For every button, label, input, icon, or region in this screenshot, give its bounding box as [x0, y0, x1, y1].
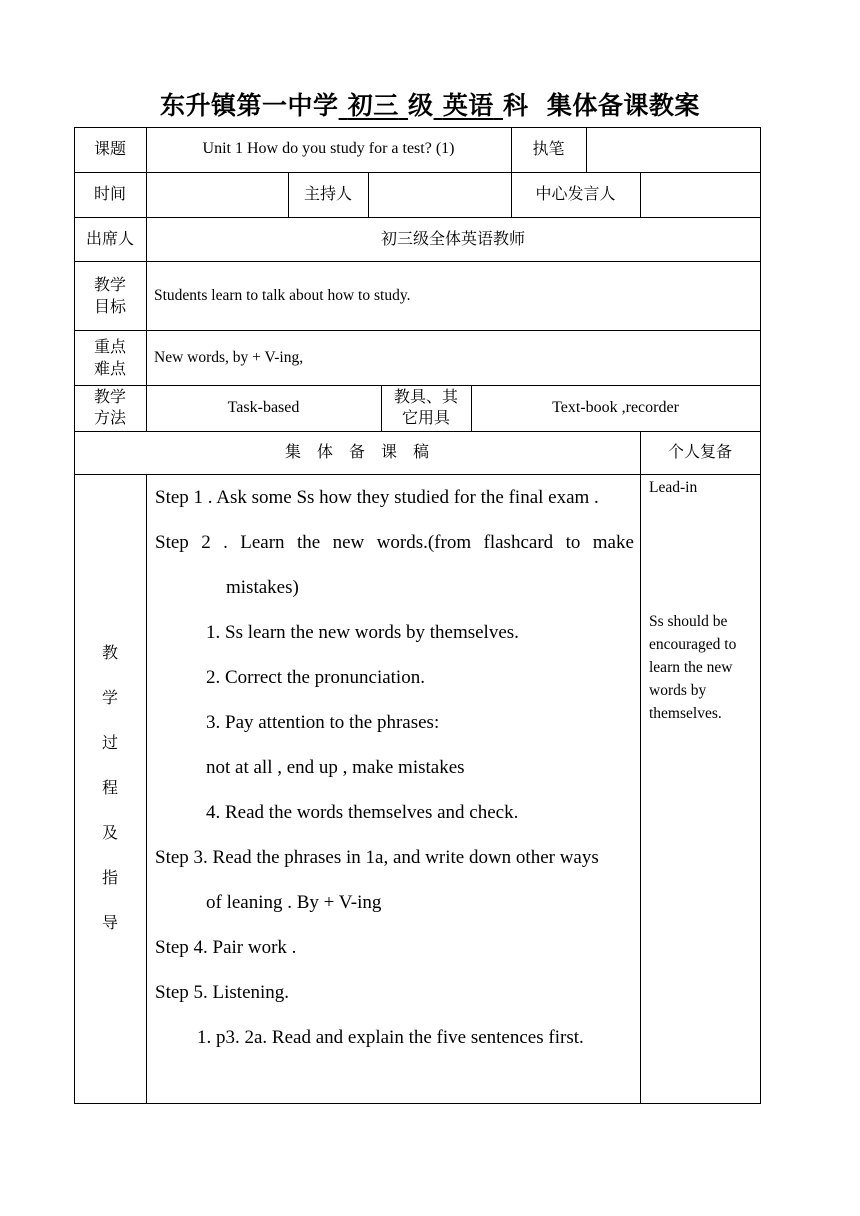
topic-label: 课题: [93, 139, 126, 159]
speaker-value: [640, 172, 760, 217]
collective-header: 集 体 备 课 稿: [284, 442, 429, 462]
step-2-item-4: 4. Read the words themselves and check.: [206, 802, 519, 823]
lesson-steps: [155, 484, 635, 1069]
process-label: 教 学 过 程 及 指 导: [101, 643, 118, 932]
grade-value: 初三: [347, 91, 399, 120]
step-3: Step 3. Read the phrases in 1a, and write down other ways: [155, 847, 599, 868]
step-1: Step 1 . Ask some Ss how they studied for the final exam .: [155, 487, 599, 508]
school-name: 东升镇第一中学: [160, 91, 339, 120]
table-border: [760, 127, 761, 1104]
table-divider: [74, 474, 761, 475]
author-label: 执笔: [532, 139, 565, 159]
table-divider: [640, 431, 641, 1104]
note-self-study: Ss should be encouraged to learn the new words by themselves.: [649, 613, 737, 722]
attendees-value: 初三级全体英语教师: [380, 228, 525, 248]
topic-value: Unit 1 How do you study for a test? (1): [202, 140, 455, 158]
goal-value: Students learn to talk about how to study.: [154, 286, 411, 304]
step-2-phrases: not at all , end up , make mistakes: [206, 757, 465, 778]
attendees-label: 出席人: [85, 228, 134, 248]
personal-header: 个人复备: [667, 442, 732, 462]
key-points-value: New words, by + V-ing,: [154, 348, 304, 366]
step-2-item-1: 1. Ss learn the new words by themselves.: [206, 622, 519, 643]
step-2: Step 2 . Learn the new words.(from flashcard to make: [155, 532, 634, 553]
document-title: [0, 86, 860, 122]
step-5: Step 5. Listening.: [155, 982, 290, 1003]
grade-suffix: 级: [408, 91, 434, 120]
method-value: Task-based: [227, 398, 300, 416]
key-points-label: 重点 难点: [93, 336, 126, 378]
table-divider: [146, 474, 147, 1104]
step-4: Step 4. Pair work .: [155, 937, 297, 958]
method-label: 教学 方法: [93, 387, 126, 427]
tools-value: Text-book ,recorder: [552, 398, 679, 416]
host-label: 主持人: [303, 184, 352, 204]
step-2-item-2: 2. Correct the pronunciation.: [206, 667, 425, 688]
subject-value: 英语: [442, 91, 494, 120]
time-label: 时间: [93, 184, 126, 204]
time-value: [146, 172, 288, 217]
table-border: [74, 1103, 761, 1104]
author-value: [586, 127, 760, 172]
step-2-item-3: 3. Pay attention to the phrases:: [206, 712, 440, 733]
step-5-item-1: 1. p3. 2a. Read and explain the five sentences first.: [197, 1027, 584, 1048]
goal-label: 教学 目标: [93, 274, 126, 316]
tools-label: 教具、其 它用具: [393, 387, 458, 427]
step-2-continued: mistakes): [226, 577, 299, 598]
step-3-continued: of leaning . By + V-ing: [206, 892, 382, 913]
speaker-label: 中心发言人: [535, 184, 616, 204]
host-value: [368, 172, 511, 217]
note-lead-in: Lead-in: [649, 479, 698, 496]
subject-suffix: 科: [502, 91, 529, 120]
doc-type: 集体备课教案: [546, 91, 700, 120]
